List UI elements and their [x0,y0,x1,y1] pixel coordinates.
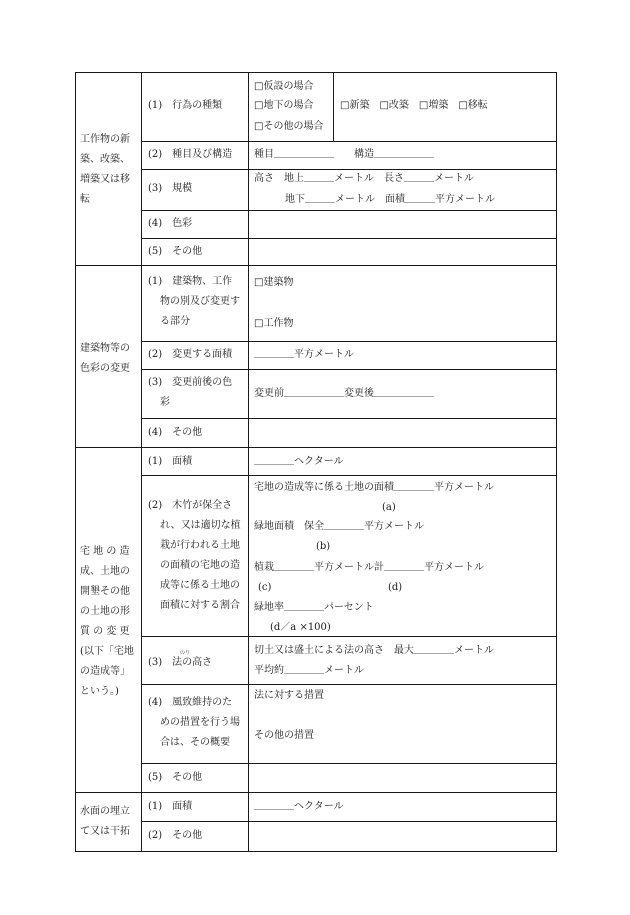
row-label: (1) 建築物、工作 物の別及び変更す る部分 [148,276,240,327]
area-field[interactable]: ＿＿＿＿平方メートル [254,349,354,360]
checkbox-temporary[interactable]: □仮設の場合 [254,81,314,92]
slope-measures-field[interactable]: 法に対する措置 [254,690,324,701]
row-label: (2) 変更する面積 [148,349,233,360]
section-title: 工作物の新 築、改築、 増築又は移 転 [80,134,130,205]
row-label: (2) その他 [148,830,203,841]
row-label: (1) 面積 [148,801,193,812]
reclaim-area-field[interactable]: ＿＿＿＿ヘクタール [254,801,344,812]
planting-total-field[interactable]: 植栽＿＿＿＿平方メートル計＿＿＿＿平方メートル [254,562,484,573]
formula-label: (d／a ×100) [270,622,331,633]
row-label: (3) 規模 [148,183,193,194]
section-title: 水面の埋立 て又は干拓 [80,806,130,837]
other-measures-field[interactable]: その他の措置 [254,730,314,741]
checkbox-other[interactable]: □その他の場合 [254,121,324,132]
row-label: (5) その他 [148,246,203,257]
label-c: (c) [258,582,272,593]
type-structure-field[interactable]: 種目＿＿＿＿＿＿ 構造＿＿＿＿＿＿ [254,149,434,160]
row-label: (4) 色彩 [148,218,193,229]
ruby-nori: のり [180,650,191,656]
section-title: 建築物等の 色彩の変更 [80,343,130,374]
row-label: (1) 行為の種類 [148,100,223,111]
slope-avg-field[interactable]: 平均約＿＿＿＿メートル [254,665,364,676]
area-hectare-field[interactable]: ＿＿＿＿ヘクタール [254,456,344,467]
row-label: (3) 変更前後の色 彩 [148,377,233,408]
checkbox-group-action[interactable]: □新築 □改築 □増築 □移転 [340,100,488,111]
slope-max-field[interactable]: 切土又は盛土による法の高さ 最大＿＿＿＿メートル [254,645,494,656]
checkbox-structure[interactable]: □工作物 [254,318,294,329]
label-a: (a) [382,502,396,513]
label-d: (d) [388,582,403,593]
row-label: (5) その他 [148,772,203,783]
section-title: 宅 地 の 造 成、土地の 開墾その他 の土地の形 質 の 変 更 (以下「宅地 の造成等」 という。) [80,546,134,697]
greenery-rate-field[interactable]: 緑地率＿＿＿＿パーセント [254,602,374,613]
color-before-after-field[interactable]: 変更前＿＿＿＿＿＿変更後＿＿＿＿＿＿ [254,388,434,399]
row-label: (4) その他 [148,427,203,438]
row-label: (4) 風致維持のた めの措置を行う場 合は、その概要 [148,697,240,748]
row-label: (2) 種目及び構造 [148,149,233,160]
checkbox-underground[interactable]: □地下の場合 [254,100,314,111]
row-label: (1) 面積 [148,456,193,467]
green-area-preserve-field[interactable]: 緑地面積 保全＿＿＿＿平方メートル [254,521,424,532]
scale-field-line2[interactable]: 地下＿＿＿メートル 面積＿＿＿平方メートル [285,194,495,205]
row-label: (3) 法の高さ [148,657,213,668]
development-area-field[interactable]: 宅地の造成等に係る土地の面積＿＿＿＿平方メートル [254,482,494,493]
label-b: (b) [316,541,331,552]
row-label: (2) 木竹が保全さ れ、又は適切な植 栽が行われる土地 の面積の宅地の造 成等に係る土地の 面積に対する割合 [148,500,241,611]
checkbox-building[interactable]: □建築物 [254,277,294,288]
scale-field-line1[interactable]: 高さ 地上＿＿＿メートル 長さ＿＿＿メートル [254,173,474,184]
